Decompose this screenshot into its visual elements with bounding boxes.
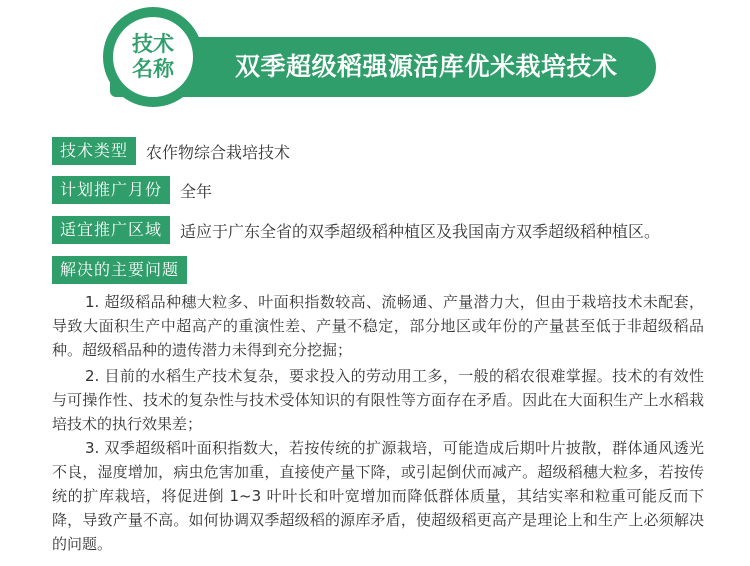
field-label: 适宜推广区域 xyxy=(52,216,170,244)
field-value: 全年 xyxy=(180,181,213,201)
problems-heading-row xyxy=(52,256,187,284)
badge-line-2: 名称 xyxy=(132,57,174,81)
field-row-tech-type xyxy=(52,137,290,165)
field-label: 技术类型 xyxy=(52,137,136,165)
field-label: 计划推广月份 xyxy=(52,176,170,204)
problems-heading: 解决的主要问题 xyxy=(52,256,187,284)
tech-name-badge xyxy=(113,17,193,97)
technology-title: 双季超级稻强源活库优米栽培技术 xyxy=(235,52,618,81)
field-value: 适应于广东全省的双季超级稻种植区及我国南方双季超级稻种植区。 xyxy=(180,221,661,241)
field-row-promotion-region xyxy=(52,216,660,244)
problem-paragraph-3: 3. 双季超级稻叶面积指数大，若按传统的扩源栽培，可能造成后期叶片披散，群体通风透光不良，湿度增加，病虫危害加重，直接使产量下降，或引起倒伏而减产。超级稻穗大粒多，若按传统的扩库栽培，将促进倒 1~3 叶叶长和叶宽增加而降低群体质量，其结实率和粒重可能反而下降，导致产量不高。如何协调双季超级稻的源库矛盾，使超级稻更高产是理论上和生产上必须解决的问题。 xyxy=(52,439,704,553)
badge-line-1: 技术 xyxy=(132,32,174,56)
problem-paragraph-1: 1. 超级稻品种穗大粒多、叶面积指数较高、流畅通、产量潜力大，但由于栽培技术未配套，导致大面积生产中超高产的重演性差、产量不稳定，部分地区或年份的产量甚至低于非超级稻品种。超级稻品种的遗传潜力未得到充分挖掘； xyxy=(52,293,704,359)
problem-paragraph-2: 2. 目前的水稻生产技术复杂，要求投入的劳动用工多，一般的稻农很难掌握。技术的有效性与可操作性、技术的复杂性与技术受体知识的有限性等方面存在矛盾。因此在大面积生产上水稻栽培技术的执行效果差； xyxy=(52,367,704,433)
field-row-promotion-month xyxy=(52,176,212,204)
field-value: 农作物综合栽培技术 xyxy=(146,142,291,162)
